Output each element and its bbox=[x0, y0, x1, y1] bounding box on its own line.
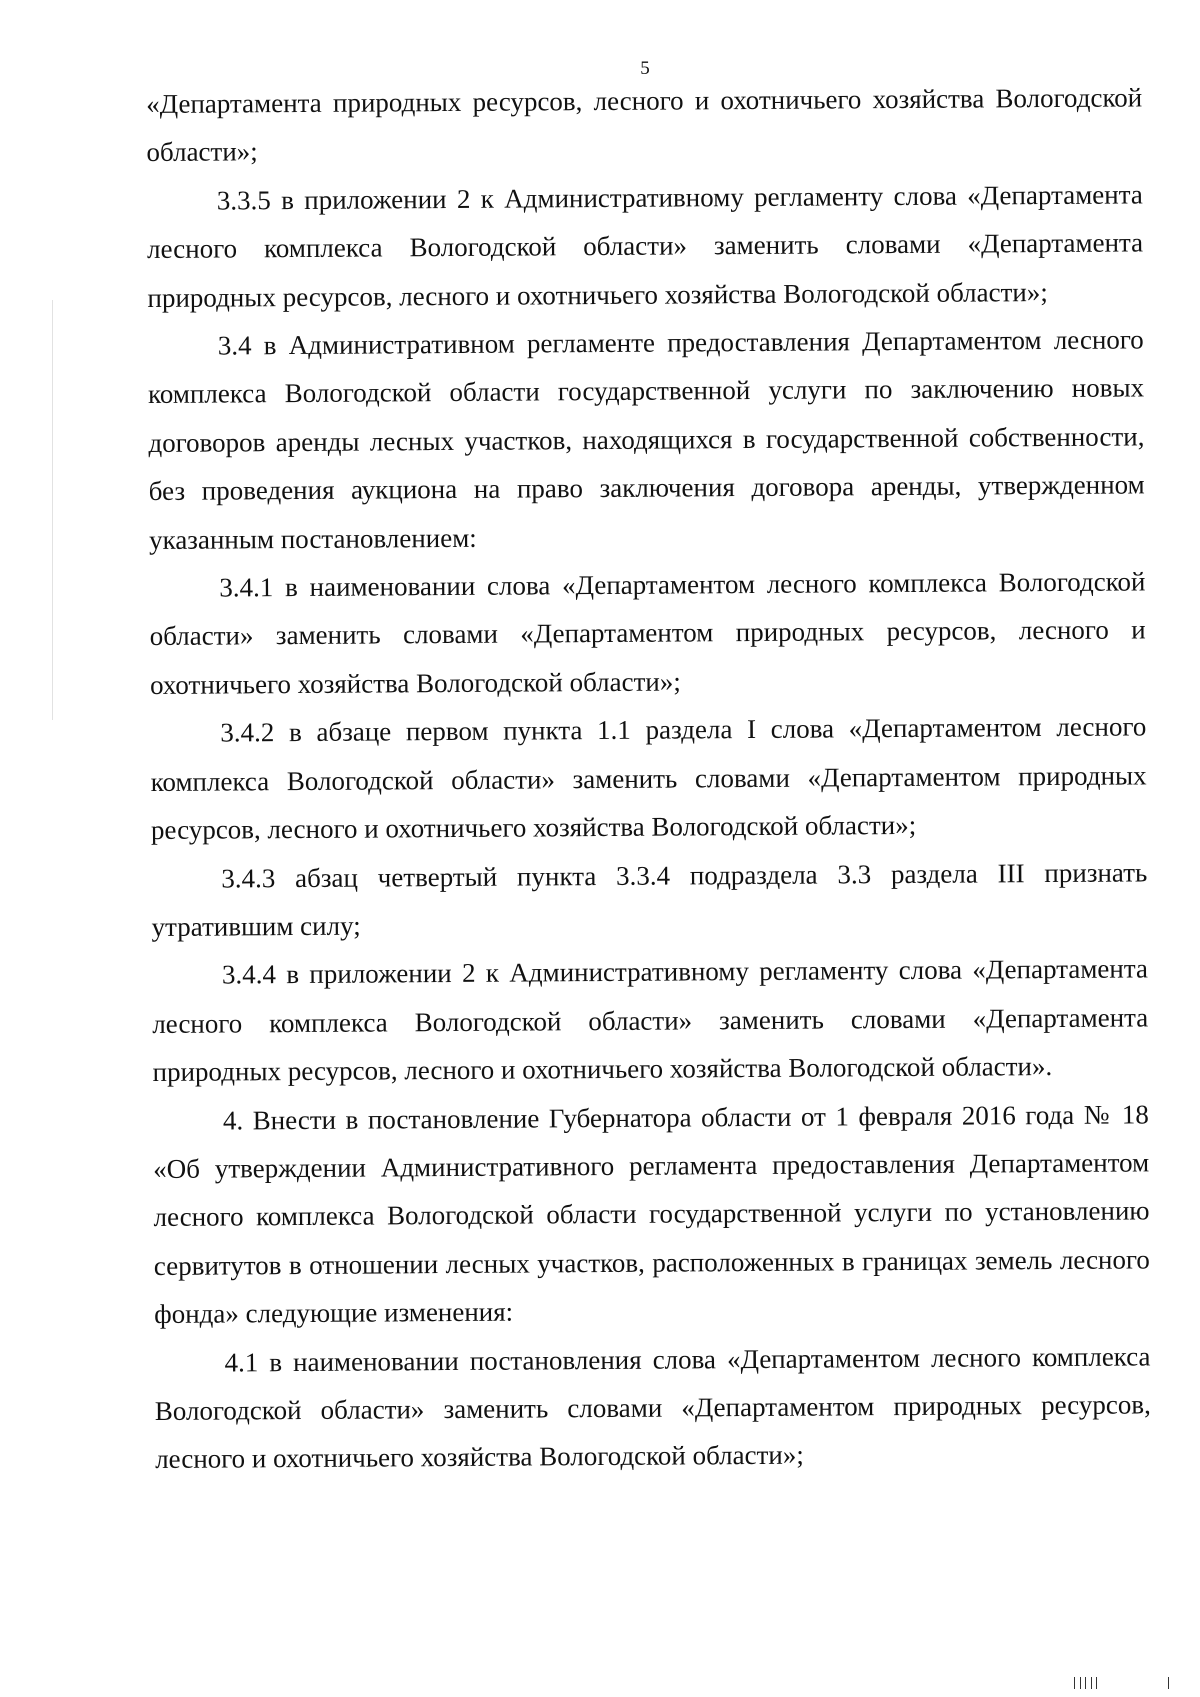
scan-margin-line bbox=[52, 300, 53, 720]
document-body bbox=[146, 73, 1151, 1483]
paragraph-4: 4. Внести в постановление Губернатора области от 1 февраля 2016 года № 18 «Об утверждении Административного регламента предоставления Департаментом лесного комплекса Вологодской области государственной услуги по установлению сервитутов в отношении лесных участков, расположенных в границах земель лесного фонда» следующие изменения: bbox=[153, 1098, 1150, 1330]
paragraph-3-3-5: 3.3.5 в приложении 2 к Административному регламенту слова «Департамента лесного комплекса Вологодской области» заменить словами «Департамента природных ресурсов, лесного и охотничьего хозяйства Вологодской области»; bbox=[147, 179, 1144, 313]
paragraph-3-4-3: 3.4.3 абзац четвертый пункта 3.3.4 подраздела 3.3 раздела III признать утратившим силу; bbox=[151, 856, 1148, 942]
paragraph-continuation: «Департамента природных ресурсов, лесного и охотничьего хозяйства Вологодской области»; bbox=[146, 82, 1143, 168]
scan-edge-marks bbox=[1072, 1675, 1182, 1689]
paragraph-3-4-4: 3.4.4 в приложении 2 к Административному регламенту слова «Департамента лесного комплекса Вологодской области» заменить словами «Департамента природных ресурсов, лесного и охотничьего хозяйства Вологодской области». bbox=[152, 953, 1149, 1088]
paragraph-3-4-2: 3.4.2 в абзаце первом пункта 1.1 раздела I слова «Департаментом лесного комплекса Вологодской области» заменить словами «Департаментом природных ресурсов, лесного и охотничьего хозяйства Вологодской области»; bbox=[150, 711, 1147, 846]
paragraph-3-4-1: 3.4.1 в наименовании слова «Департаментом лесного комплекса Вологодской области» заменить словами «Департаментом природных ресурсов, лесного и охотничьего хозяйства Вологодской области»; bbox=[149, 566, 1146, 700]
page-number: 5 bbox=[640, 58, 650, 79]
paragraph-4-1: 4.1 в наименовании постановления слова «Департаментом лесного комплекса Вологодской области» заменить словами «Департаментом природных ресурсов, лесного и охотничьего хозяйства Вологодской области»; bbox=[154, 1340, 1151, 1475]
paragraph-3-4: 3.4 в Административном регламенте предоставления Департаментом лесного комплекса Вологодской области государственной услуги по заключению новых договоров аренды лесных участков, находящихся в государственной собственности, без проведения аукциона на право заключения договора аренды, утвержденном указанным постановлением: bbox=[147, 324, 1145, 555]
